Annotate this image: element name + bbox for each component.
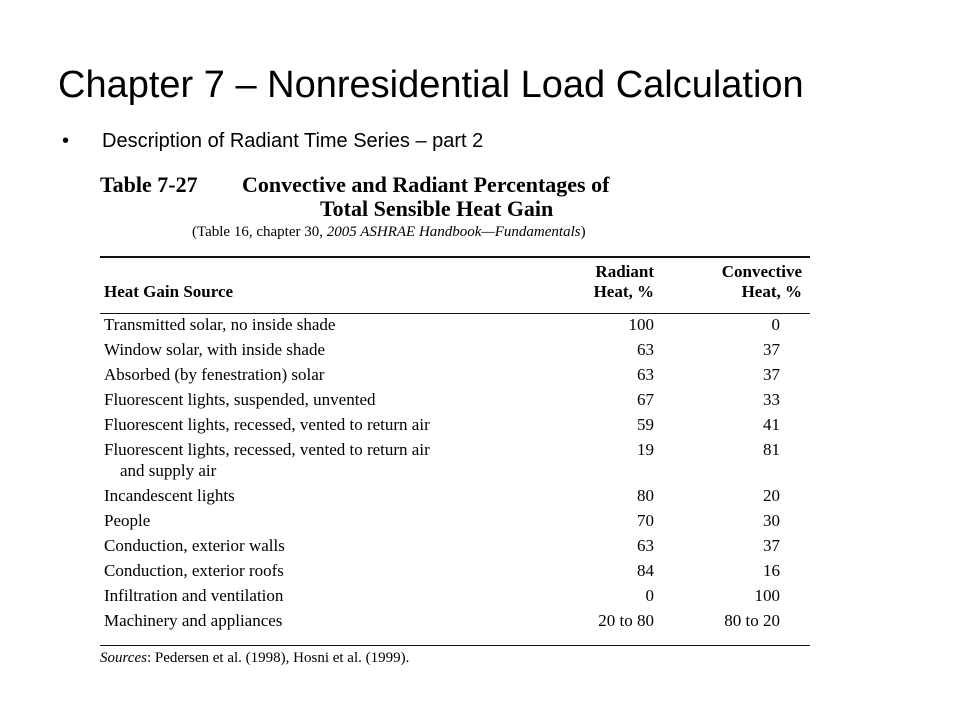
cell-heat-gain-source xyxy=(100,483,554,508)
table-header-row xyxy=(100,258,810,308)
sources-text: : Pedersen et al. (1998), Hosni et al. (1999). xyxy=(146,650,410,666)
table-heading xyxy=(100,172,810,241)
source-text: Infiltration and ventilation xyxy=(104,586,284,605)
cell-convective: 16 xyxy=(763,561,780,580)
source-text: Incandescent lights xyxy=(104,486,235,505)
bullet-text: Description of Radiant Time Series – part 2 xyxy=(102,130,484,152)
source-text: Conduction, exterior roofs xyxy=(104,561,284,580)
cell-heat-gain-source xyxy=(100,412,554,437)
cell-convective: 30 xyxy=(763,511,780,530)
table-row xyxy=(100,608,810,633)
cell-convective: 37 xyxy=(763,340,780,359)
source-text: Conduction, exterior walls xyxy=(104,536,285,555)
table-row xyxy=(100,387,810,412)
table-title-line1 xyxy=(100,172,810,198)
cell-heat-gain-source xyxy=(100,508,554,533)
cell-radiant: 63 xyxy=(637,536,654,555)
source-text: Window solar, with inside shade xyxy=(104,340,326,359)
header-convective-line2: Heat, % xyxy=(741,282,802,301)
cell-heat-gain-source xyxy=(100,387,554,412)
sources-label: Sources xyxy=(100,650,147,666)
table-row xyxy=(100,533,810,558)
cell-convective: 80 to 20 xyxy=(724,611,780,630)
table-source-prefix: (Table 16, chapter 30, xyxy=(192,224,323,240)
cell-heat-gain-source xyxy=(100,337,554,362)
table-row xyxy=(100,362,810,387)
header-convective xyxy=(660,258,810,308)
table-source-suffix: ) xyxy=(580,224,586,240)
cell-radiant: 100 xyxy=(628,315,654,334)
heat-gain-table xyxy=(100,258,810,633)
cell-radiant: 67 xyxy=(637,390,654,409)
table-row xyxy=(100,508,810,533)
cell-radiant: 84 xyxy=(637,561,654,580)
cell-radiant: 63 xyxy=(637,365,654,384)
table-header-rule xyxy=(100,313,810,314)
table-row xyxy=(100,412,810,437)
cell-convective: 20 xyxy=(763,486,780,505)
table-number: Table 7-27 xyxy=(100,172,198,197)
header-convective-line1: Convective xyxy=(721,262,802,281)
table-title-line2: Total Sensible Heat Gain xyxy=(320,196,554,221)
cell-heat-gain-source xyxy=(100,583,554,608)
source-text: Fluorescent lights, recessed, vented to return air xyxy=(104,440,430,459)
cell-radiant: 70 xyxy=(637,511,654,530)
table-bottom-rule xyxy=(100,645,810,646)
cell-convective: 33 xyxy=(763,390,780,409)
cell-heat-gain-source xyxy=(100,608,554,633)
source-text: Transmitted solar, no inside shade xyxy=(104,315,336,334)
header-radiant-line1: Radiant xyxy=(595,262,654,281)
table-row xyxy=(100,583,810,608)
cell-convective: 100 xyxy=(754,586,780,605)
header-radiant xyxy=(554,258,660,308)
cell-radiant: 63 xyxy=(637,340,654,359)
table-source-line xyxy=(100,224,810,241)
table-row xyxy=(100,437,810,483)
cell-radiant: 19 xyxy=(637,440,654,459)
cell-heat-gain-source xyxy=(100,533,554,558)
source-text: Fluorescent lights, recessed, vented to return air xyxy=(104,415,430,434)
bullet-item xyxy=(62,130,483,153)
header-radiant-line2: Heat, % xyxy=(593,282,654,301)
slide-title: Chapter 7 – Nonresidential Load Calculation xyxy=(58,64,804,106)
source-text: People xyxy=(104,511,151,530)
cell-heat-gain-source xyxy=(100,558,554,583)
cell-convective: 41 xyxy=(763,415,780,434)
table-row xyxy=(100,558,810,583)
cell-convective: 37 xyxy=(763,536,780,555)
source-text-continued: and supply air xyxy=(120,461,217,480)
table-title-text1: Convective and Radiant Percentages of xyxy=(242,172,610,197)
cell-radiant: 0 xyxy=(645,586,654,605)
table-source-italic: 2005 ASHRAE Handbook—Fundamentals xyxy=(326,224,581,240)
cell-convective: 37 xyxy=(763,365,780,384)
header-heat-gain-source: Heat Gain Source xyxy=(104,282,234,301)
cell-heat-gain-source xyxy=(100,437,554,483)
cell-radiant: 80 xyxy=(637,486,654,505)
table-row xyxy=(100,483,810,508)
source-text: Fluorescent lights, suspended, unvented xyxy=(104,390,376,409)
cell-heat-gain-source xyxy=(100,362,554,387)
bullet-dot-icon: • xyxy=(62,130,70,152)
source-text: Machinery and appliances xyxy=(104,611,283,630)
table-sources-note xyxy=(100,650,810,667)
cell-convective: 0 xyxy=(771,315,780,334)
cell-radiant: 20 to 80 xyxy=(598,611,654,630)
table-row xyxy=(100,337,810,362)
source-text: Absorbed (by fenestration) solar xyxy=(104,365,325,384)
cell-convective: 81 xyxy=(763,440,780,459)
cell-radiant: 59 xyxy=(637,415,654,434)
